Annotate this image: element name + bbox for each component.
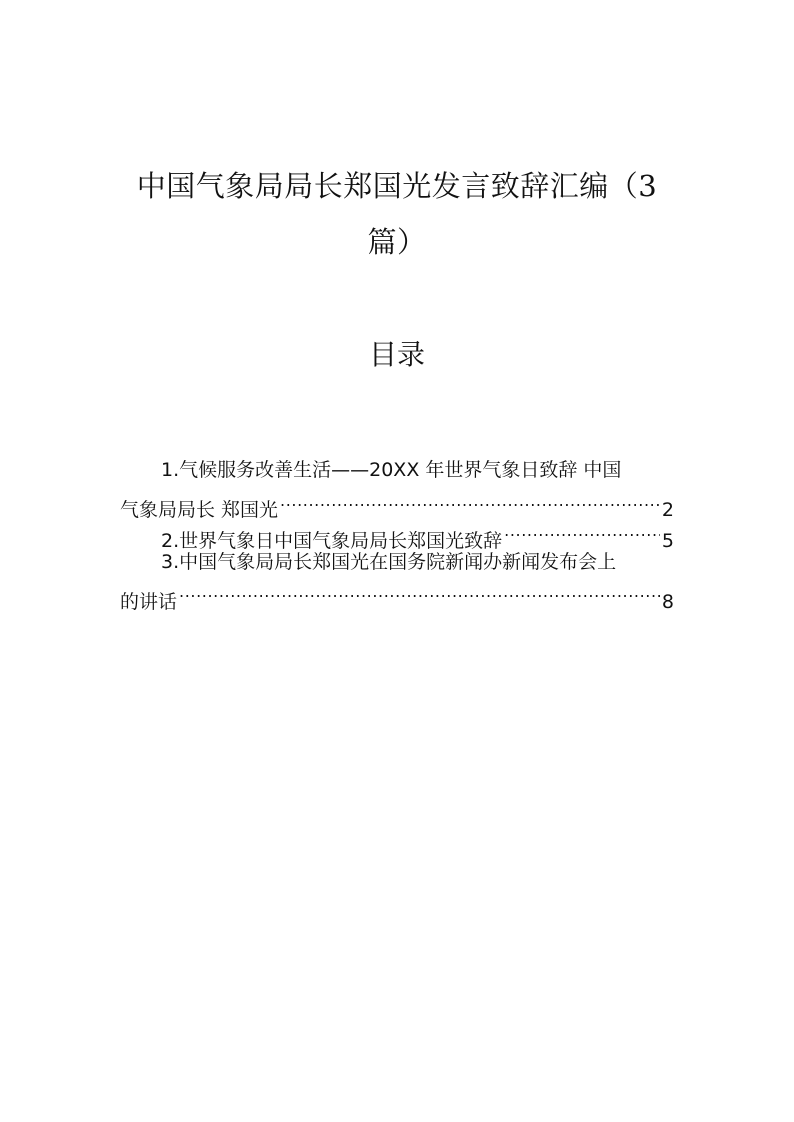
toc-entry-1-line-1 [120, 455, 674, 486]
toc-entry-3[interactable] [120, 547, 674, 613]
document-title-line-2: 篇） [367, 225, 427, 259]
toc-entry-1-title-part-2: 气象局局长 郑国光 [120, 499, 279, 521]
toc-entry-3-title-part-1: 3.中国气象局局长郑国光在国务院新闻办新闻发布会上 [161, 550, 617, 573]
toc-entry-1-line-2 [120, 486, 674, 521]
toc-entry-3-line-1 [120, 547, 674, 578]
toc-entry-2-page-number: 5 [661, 529, 674, 552]
document-title-line-1: 中国气象局局长郑国光发言致辞汇编（3 [136, 169, 658, 203]
document-title [120, 158, 674, 270]
toc-entry-3-line-2 [120, 577, 674, 613]
dot-leader [504, 516, 660, 547]
toc-entry-3-page-number: 8 [661, 590, 674, 613]
toc-entry-1[interactable] [120, 455, 674, 521]
toc-entry-1-page-number: 2 [661, 499, 674, 521]
toc-entry-3-title-part-2: 的讲话 [120, 590, 178, 613]
toc-entry-1-title-part-1: 1.气候服务改善生活——20XX 年世界气象日致辞 中国 [161, 459, 622, 481]
toc-heading: 目录 [368, 338, 425, 371]
dot-leader [179, 577, 660, 608]
toc-entry-2-title: 2.世界气象日中国气象局局长郑国光致辞 [161, 529, 503, 552]
dot-leader [280, 486, 660, 517]
table-of-contents [120, 455, 674, 613]
